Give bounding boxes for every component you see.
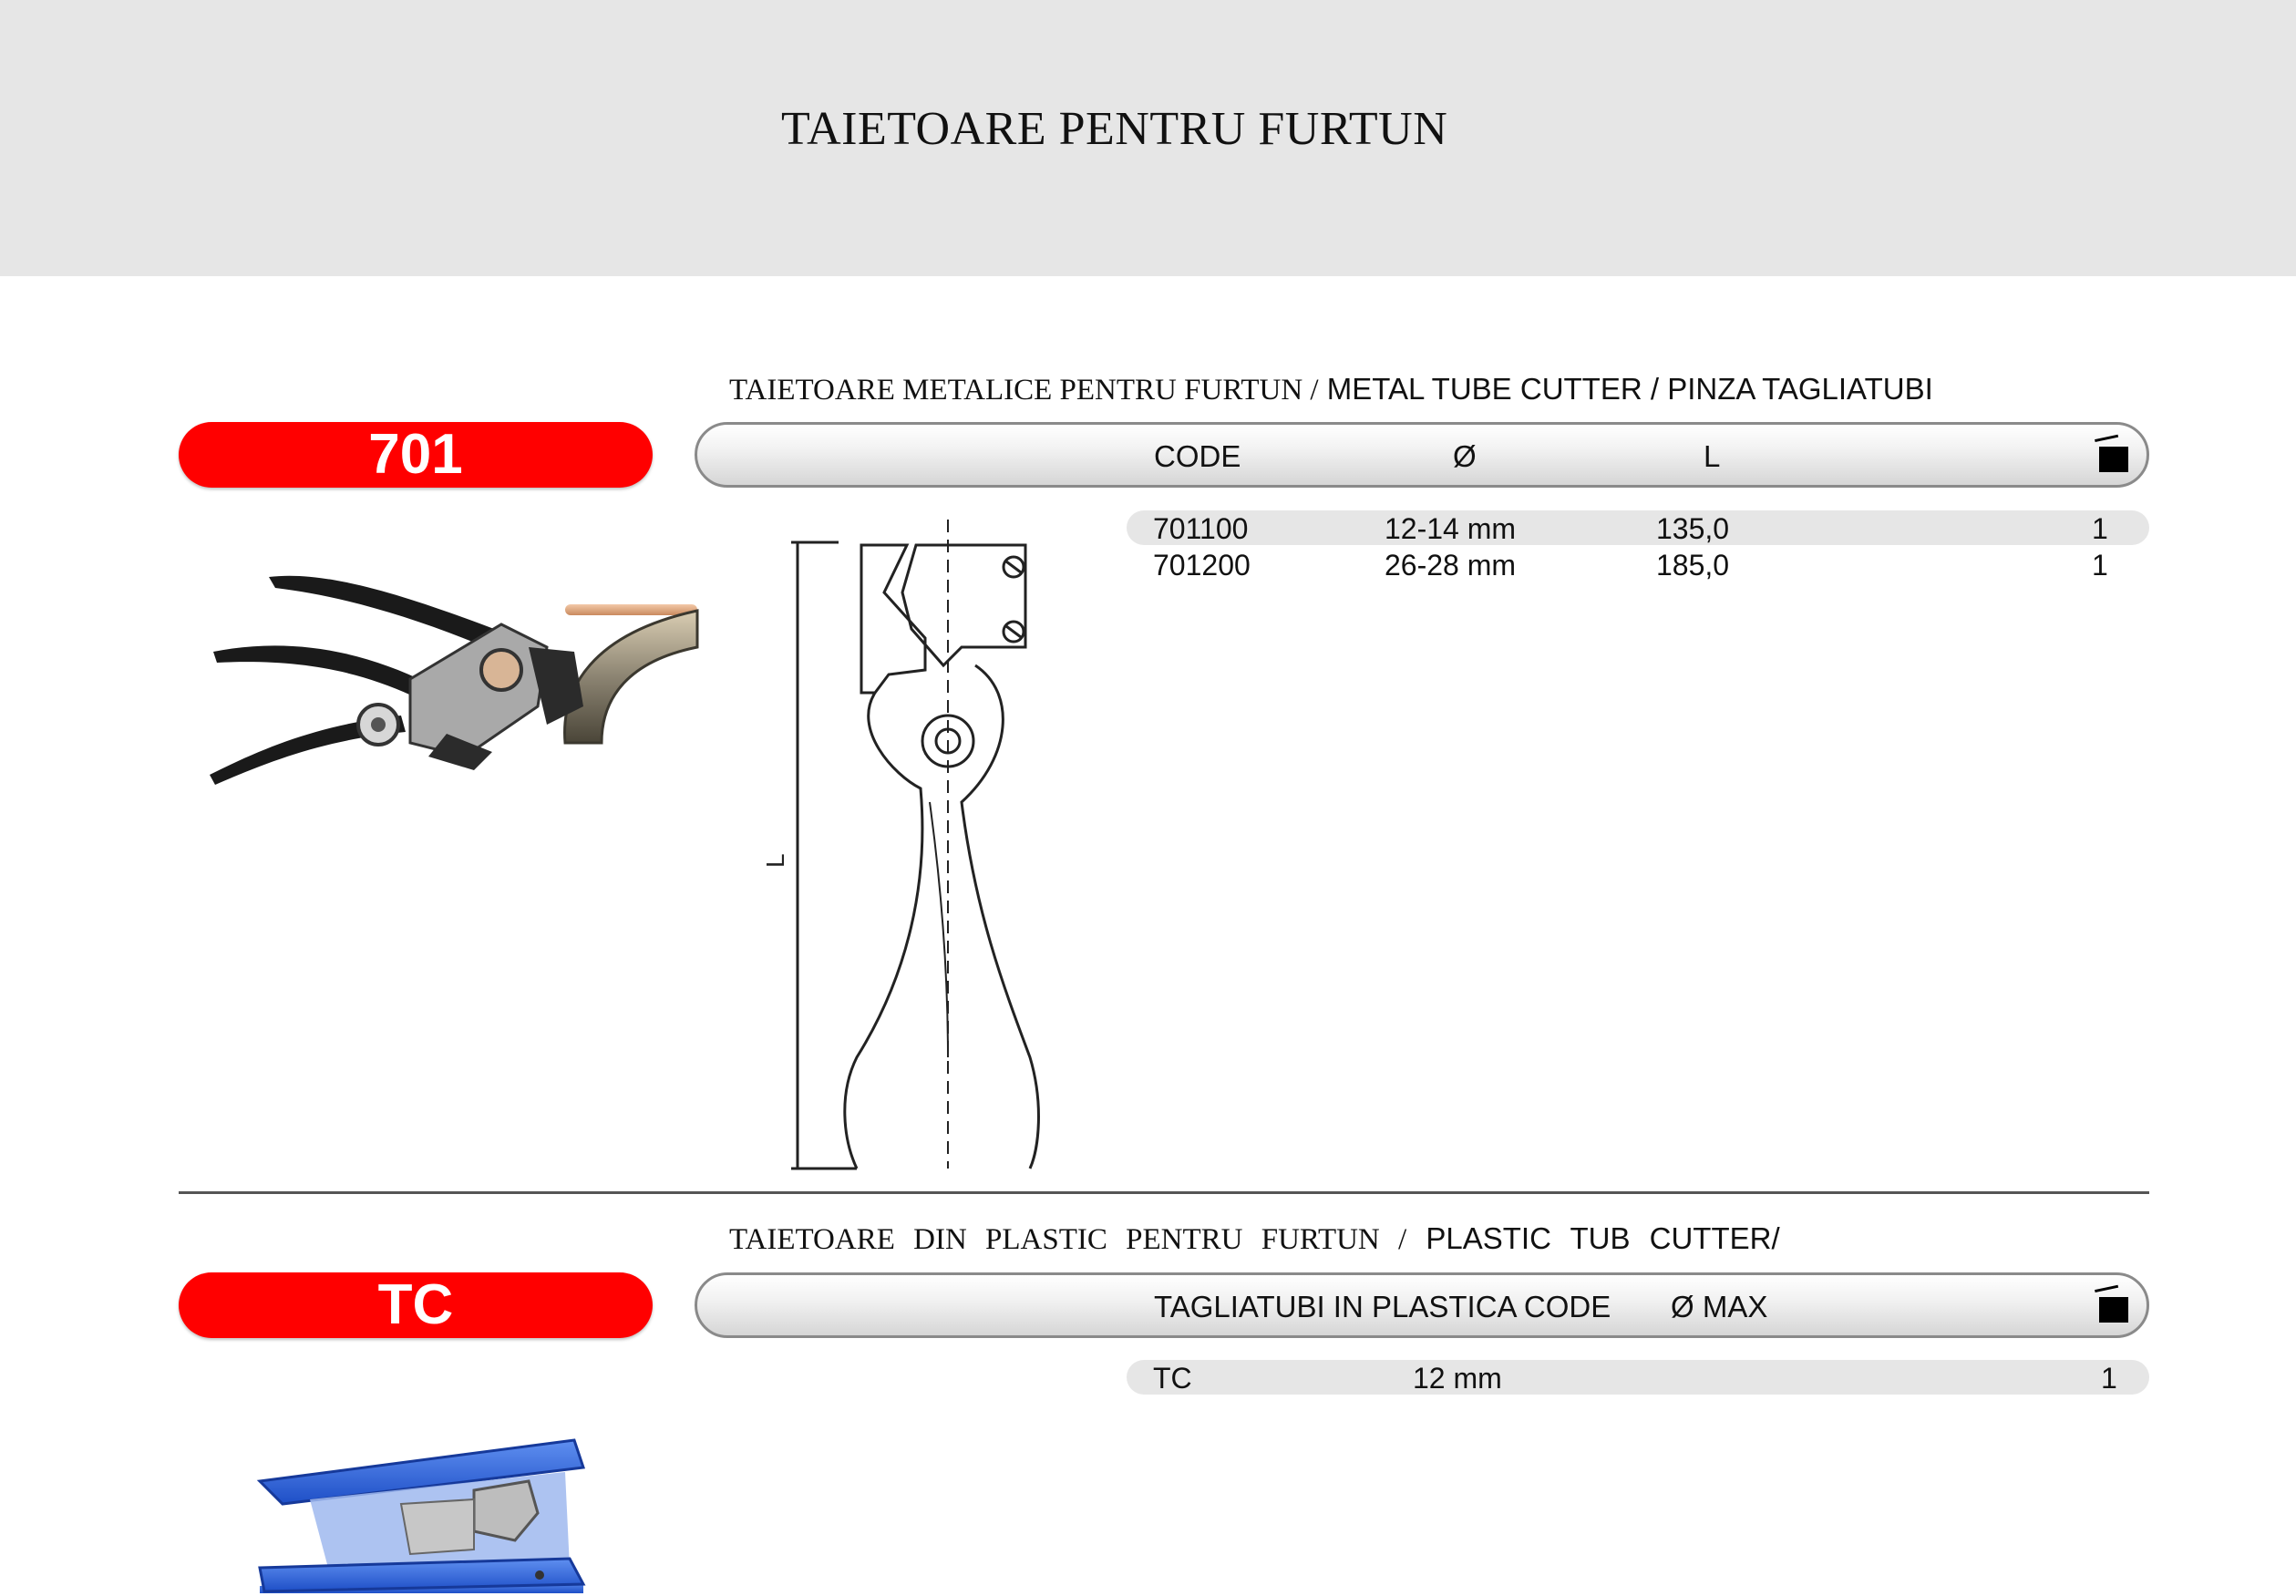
section-title-metal-en: METAL TUBE CUTTER / PINZA TAGLIATUBI — [1326, 372, 1933, 406]
section-divider — [179, 1191, 2149, 1194]
product-badge-tc: TC — [179, 1272, 653, 1338]
row-qty: 1 — [2092, 549, 2108, 582]
row-code: 701200 — [1153, 549, 1251, 582]
column-header-length: L — [1704, 439, 1721, 473]
technical-drawing — [761, 510, 1076, 1176]
column-header-name: TAGLIATUBI IN PLASTICA CODE — [1154, 1290, 1611, 1323]
column-header-diameter-max: Ø MAX — [1671, 1290, 1768, 1323]
section-title-plastic — [729, 1221, 1780, 1257]
section-title-metal-ro: TAIETOARE METALICE PENTRU FURTUN / — [729, 374, 1319, 407]
section-title-metal — [729, 372, 1933, 407]
section-title-plastic-ro: TAIETOARE DIN PLASTIC PENTRU FURTUN / — [729, 1223, 1407, 1256]
box-icon — [2099, 447, 2128, 472]
table-row-highlight — [1127, 1360, 2149, 1395]
row-code: TC — [1153, 1362, 1192, 1395]
row-diameter: 12-14 mm — [1385, 512, 1517, 545]
column-header-code: CODE — [1154, 439, 1241, 473]
metal-tube-cutter-photo — [201, 561, 697, 788]
row-diameter: 26-28 mm — [1385, 549, 1517, 582]
table-header-bar-701 — [695, 422, 2149, 488]
row-code: 701100 — [1153, 512, 1249, 545]
dimension-label: L — [761, 853, 789, 868]
product-badge-701: 701 — [179, 422, 653, 488]
page-header — [0, 0, 2296, 276]
column-header-diameter: Ø — [1453, 439, 1477, 473]
row-qty: 1 — [2101, 1362, 2117, 1395]
box-icon — [2099, 1297, 2128, 1323]
table-header-bar-tc — [695, 1272, 2149, 1338]
row-diameter: 12 mm — [1413, 1362, 1502, 1395]
page-title: TAIETOARE PENTRU FURTUN — [781, 103, 1448, 155]
row-qty: 1 — [2092, 512, 2108, 545]
section-title-plastic-en: PLASTIC TUB CUTTER/ — [1426, 1221, 1780, 1255]
table-row-highlight — [1127, 510, 2149, 545]
row-length: 135,0 — [1656, 512, 1730, 545]
row-length: 185,0 — [1656, 549, 1730, 582]
plastic-tube-cutter-photo — [255, 1431, 602, 1593]
